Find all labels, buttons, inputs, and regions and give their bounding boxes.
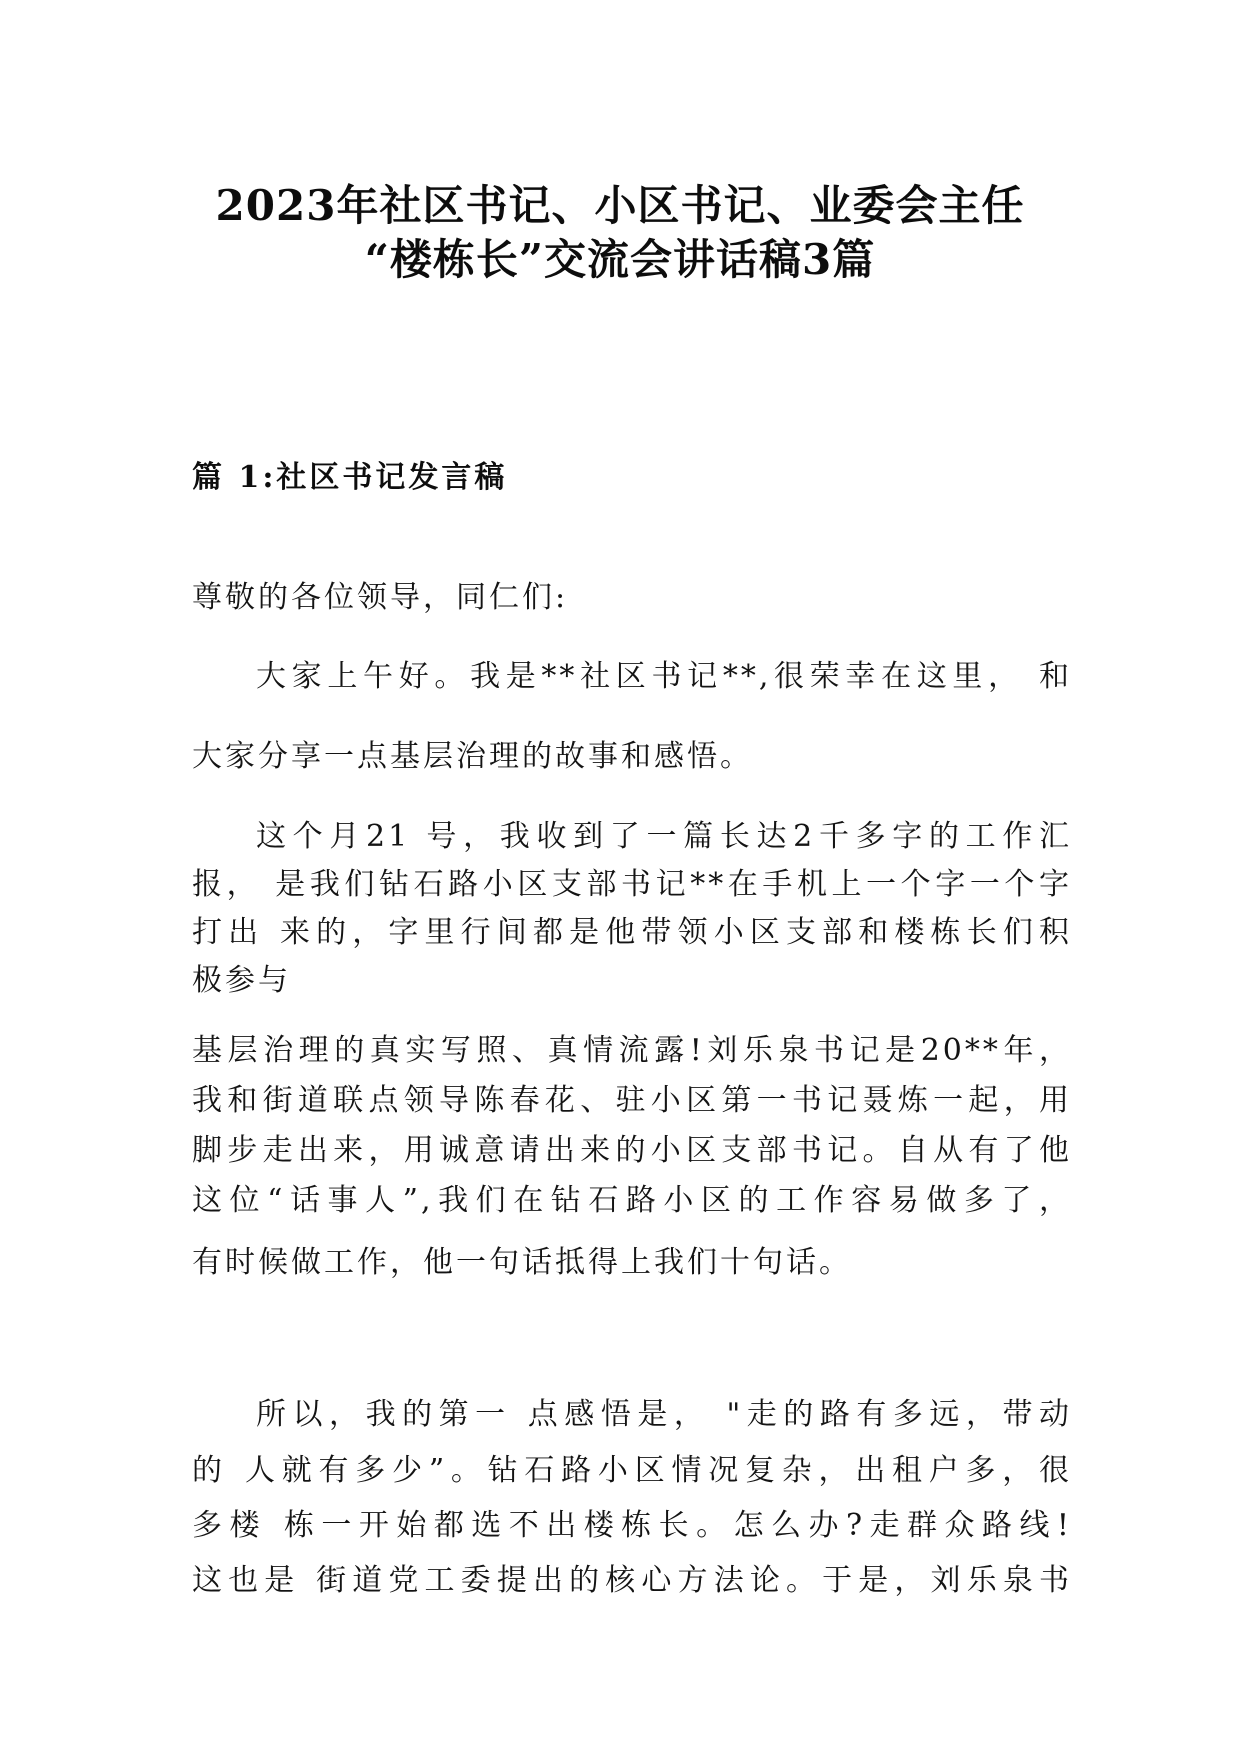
paragraph-3-line-4: 这也是 街道党工委提出的核心方法论。于是，刘乐泉书 bbox=[192, 1563, 1072, 1598]
paragraph-3-line-3: 多楼 栋一开始都选不出楼栋长。怎么办?走群众路线! bbox=[192, 1508, 1072, 1543]
paragraph-2-line-6: 我和街道联点领导陈春花、驻小区第一书记聂炼一起，用 bbox=[192, 1083, 1072, 1118]
document-title-line-2: “楼栋长”交流会讲话稿3篇 bbox=[364, 235, 876, 284]
paragraph-2-line-3: 打出 来的，字里行间都是他带领小区支部和楼栋长们积 bbox=[192, 915, 1072, 950]
paragraph-1-line-1: 大家上午好。我是**社区书记**,很荣幸在这里， 和 bbox=[256, 659, 1072, 694]
paragraph-2-line-2: 报， 是我们钻石路小区支部书记**在手机上一个字一个字 bbox=[192, 867, 1072, 902]
paragraph-2-line-8: 这位“话事人”,我们在钻石路小区的工作容易做多了， bbox=[192, 1183, 1072, 1218]
paragraph-2-line-1: 这个月21 号，我收到了一篇长达2千多字的工作汇 bbox=[256, 819, 1072, 854]
paragraph-2-line-7: 脚步走出来，用诚意请出来的小区支部书记。自从有了他 bbox=[192, 1133, 1072, 1168]
paragraph-1-line-2: 大家分享一点基层治理的故事和感悟。 bbox=[192, 739, 753, 774]
section-heading: 篇 1:社区书记发言稿 bbox=[192, 460, 508, 495]
salutation: 尊敬的各位领导，同仁们: bbox=[192, 580, 569, 615]
paragraph-2-line-4: 极参与 bbox=[192, 963, 291, 998]
paragraph-3-line-1: 所以，我的第一 点感悟是， "走的路有多远，带动 bbox=[256, 1397, 1072, 1432]
paragraph-2-line-9: 有时候做工作，他一句话抵得上我们十句话。 bbox=[192, 1245, 852, 1280]
document-title-line-1: 2023年社区书记、小区书记、业委会主任 bbox=[215, 181, 1025, 230]
paragraph-2-line-5: 基层治理的真实写照、真情流露!刘乐泉书记是20**年， bbox=[192, 1033, 1072, 1068]
paragraph-3-line-2: 的 人就有多少”。钻石路小区情况复杂，出租户多，很 bbox=[192, 1453, 1072, 1488]
